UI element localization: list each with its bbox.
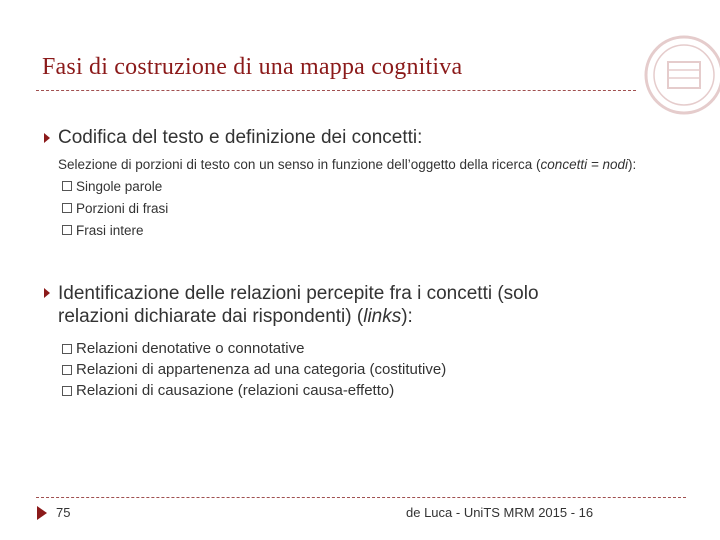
title-divider bbox=[36, 90, 636, 91]
list-item: Relazioni denotative o connotative bbox=[62, 338, 446, 359]
subtext-prefix: Selezione di porzioni di testo con un senso in funzione dell’oggetto della ricerca ( bbox=[58, 157, 541, 172]
triangle-right-icon bbox=[44, 288, 50, 298]
list-item: Frasi intere bbox=[62, 219, 168, 241]
subtext-italic: concetti = nodi bbox=[540, 157, 628, 172]
section-concepts bbox=[44, 126, 422, 149]
section-heading: Codifica del testo e definizione dei concetti: bbox=[58, 127, 423, 148]
subtext-suffix: ): bbox=[627, 157, 637, 172]
square-checkbox-icon bbox=[62, 386, 72, 396]
footer-text: de Luca - UniTS MRM 2015 - 16 bbox=[406, 505, 594, 520]
university-seal-icon bbox=[640, 20, 720, 130]
triangle-right-icon bbox=[44, 133, 50, 143]
square-checkbox-icon bbox=[62, 203, 72, 213]
list-item: Porzioni di frasi bbox=[62, 197, 168, 219]
relation-list bbox=[62, 338, 446, 401]
square-checkbox-icon bbox=[62, 365, 72, 375]
list-item: Relazioni di appartenenza ad una categoria (costitutive) bbox=[62, 359, 446, 380]
section-heading: Identificazione delle relazioni percepite fra i concetti (solo relazioni dichiarate dai rispondenti) (links): bbox=[58, 283, 539, 327]
concept-list bbox=[62, 175, 168, 241]
square-checkbox-icon bbox=[62, 225, 72, 235]
footer-divider bbox=[36, 497, 686, 498]
list-item: Singole parole bbox=[62, 175, 168, 197]
square-checkbox-icon bbox=[62, 181, 72, 191]
list-item: Relazioni di causazione (relazioni causa-effetto) bbox=[62, 380, 446, 401]
page-number: 75 bbox=[56, 505, 71, 520]
triangle-right-icon bbox=[37, 506, 47, 520]
square-checkbox-icon bbox=[62, 344, 72, 354]
slide-title: Fasi di costruzione di una mappa cognitiva bbox=[42, 54, 463, 80]
section-subtext bbox=[58, 157, 636, 172]
section-links bbox=[44, 282, 539, 328]
